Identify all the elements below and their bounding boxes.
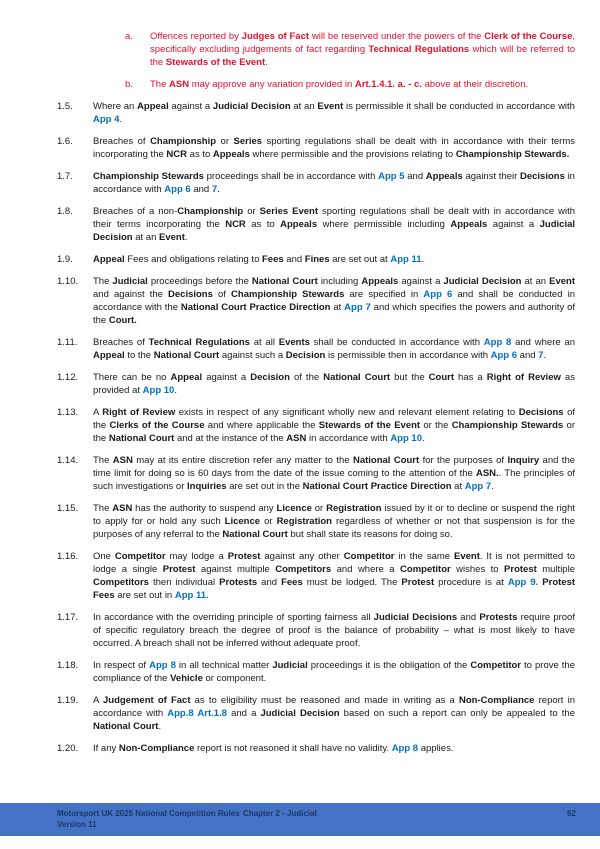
text-segment: at an (132, 232, 160, 243)
clause-number: 1.17. (57, 612, 79, 623)
clause-row (57, 170, 575, 196)
text-segment: Where an (93, 101, 138, 112)
text-segment: including (317, 276, 362, 287)
clause-number: 1.11. (57, 337, 78, 348)
text-segment: Court. (108, 315, 137, 326)
text-segment: procedure is at (434, 577, 508, 588)
text-segment: against a (202, 372, 251, 383)
footer-version: Version 11 (57, 820, 97, 829)
text-segment: Protest (504, 564, 537, 575)
text-segment: Protests (219, 577, 258, 588)
text-segment: may lodge a (165, 551, 228, 562)
text-segment: and shall be conducted in accordance with the (93, 289, 576, 313)
text-segment: Championship Stewards (451, 420, 564, 431)
text-segment: Decision (285, 350, 326, 361)
text-segment: ASN (286, 433, 307, 444)
text-segment: Competitors (93, 577, 149, 588)
page-footer (0, 803, 600, 836)
text-segment: A (93, 407, 103, 418)
app-reference-link[interactable]: App 11 (390, 254, 422, 265)
text-segment: and a (226, 708, 261, 719)
clause-number: 1.6. (57, 136, 73, 147)
text-segment: National Court (153, 350, 220, 361)
text-segment: A (93, 695, 103, 706)
text-segment: Non-Compliance (118, 743, 195, 754)
clause-row (57, 371, 575, 397)
text-segment: NCR (225, 219, 246, 230)
text-segment: Event (317, 101, 344, 112)
text-segment: and which specifies the powers and authority of the (93, 302, 575, 326)
text-segment: Event (159, 232, 185, 243)
text-segment: exists in respect of any significant wholly new and relevant element relating to (175, 407, 519, 418)
text-segment: Protest Fees (93, 577, 576, 601)
list-item-text (150, 78, 575, 91)
text-segment: Protest (401, 577, 435, 588)
text-segment: Championship (150, 136, 217, 147)
text-segment: are set out in (114, 590, 175, 601)
text-segment: and at the instance of the (174, 433, 287, 444)
text-segment: may approve any variation provided in (189, 79, 355, 90)
text-segment: and (257, 577, 282, 588)
text-segment: Competitor (343, 551, 395, 562)
text-segment: report is not reasoned it shall have no validity. (194, 743, 392, 754)
app-reference-link[interactable]: App 9. (507, 577, 539, 588)
text-segment: National Court Practice Direction (302, 481, 452, 492)
text-segment: Protest (227, 551, 261, 562)
text-segment: and (517, 350, 539, 361)
clause-number: 1.16. (57, 551, 79, 562)
text-segment: at (451, 481, 465, 492)
text-segment: Appeals (361, 276, 399, 287)
text-segment: Art.1.4.1. a. - c. (354, 79, 422, 90)
text-segment: Judges of Fact (241, 31, 310, 42)
clause-text (93, 205, 575, 244)
text-segment: to the (124, 350, 154, 361)
clause-number: 1.8. (57, 206, 73, 217)
text-segment: in the same (394, 551, 454, 562)
clause-text (93, 742, 575, 755)
text-segment: and (457, 612, 480, 623)
text-segment: are specified in (344, 289, 424, 300)
clause-row (57, 611, 575, 650)
clause-text (93, 694, 575, 733)
clause-row (57, 336, 575, 362)
text-segment: and where applicable the (204, 420, 319, 431)
text-segment: or component. (202, 673, 267, 684)
list-item-text (150, 30, 575, 69)
text-segment: Events (278, 337, 310, 348)
clause-text (93, 275, 575, 327)
text-segment: at an (290, 101, 318, 112)
clause-row (57, 454, 575, 493)
text-segment: NCR (166, 149, 188, 160)
clause-text (93, 659, 575, 685)
text-segment: will be reserved under the powers of the (309, 31, 485, 42)
text-segment: . (543, 350, 547, 361)
text-segment: Competitor (114, 551, 166, 562)
sub-list-item (125, 78, 575, 91)
app-reference-link[interactable]: App 8 (391, 743, 419, 754)
text-segment: and where a (331, 564, 401, 575)
text-segment: against their (462, 171, 520, 182)
app-reference-link[interactable]: App 10 (390, 433, 422, 444)
text-segment: may at its entire discretion refer any matter to the (132, 455, 353, 466)
clause-text (93, 336, 575, 362)
text-segment: has a (454, 372, 487, 383)
text-segment: Registration (326, 503, 382, 514)
text-segment: are set out in the (226, 481, 303, 492)
clause-row (57, 275, 575, 327)
text-segment: but the (390, 372, 429, 383)
list-item-label: a. (125, 31, 133, 42)
text-segment: In respect of (93, 660, 150, 671)
text-segment: Protests (479, 612, 518, 623)
text-segment: against a (398, 276, 444, 287)
text-segment: and (404, 171, 426, 182)
app-reference-link[interactable]: App 11 (174, 590, 207, 601)
text-segment: and the time limit for doing so is 60 days from the date of the issue coming to the attention of the (93, 455, 576, 479)
text-segment: Series (233, 136, 263, 147)
text-segment: The (93, 276, 113, 287)
clause-text (93, 502, 575, 541)
text-segment: Clerks of the Course (109, 420, 205, 431)
text-segment: Stewards of the Event (165, 57, 266, 68)
text-segment: Judgement of Fact (102, 695, 191, 706)
clause-row (57, 205, 575, 244)
text-segment: Licence (224, 516, 261, 527)
app-reference-link[interactable]: App 6 (164, 184, 191, 195)
text-segment: Judicial Decision (443, 276, 522, 287)
text-segment: in accordance with (93, 171, 575, 195)
clause-number: 1.19. (57, 695, 79, 706)
text-segment: Appeals (425, 171, 463, 182)
text-segment: for the purposes of (419, 455, 508, 466)
text-segment: Technical Regulations (368, 44, 470, 55)
text-segment: . (119, 114, 123, 125)
text-segment: . (184, 232, 188, 243)
clause-text (93, 170, 575, 196)
clause-text (93, 454, 575, 493)
clause-row (57, 406, 575, 445)
clause-number: 1.14. (57, 455, 79, 466)
clause-number: 1.9. (57, 254, 73, 265)
text-segment: . It is not permitted to lodge a single (93, 551, 575, 575)
text-segment: ASN (112, 503, 133, 514)
footer-document-title: Motorsport UK 2025 National Competition Rules (57, 809, 240, 818)
text-segment: Inquiry (507, 455, 540, 466)
text-segment: proceedings before the (147, 276, 252, 287)
text-segment: National Court (352, 455, 420, 466)
text-segment: Appeals (280, 219, 318, 230)
text-segment: or (260, 516, 277, 527)
text-segment: National Court (251, 276, 318, 287)
clause-number: 1.12. (57, 372, 79, 383)
text-segment: against a (168, 101, 213, 112)
text-segment: Decision (250, 372, 290, 383)
text-segment: above at their discretion. (421, 79, 529, 90)
text-segment: Judicial Decision (212, 101, 291, 112)
text-segment: . The principles of such investigations or (93, 468, 576, 492)
text-segment: If any (93, 743, 119, 754)
clause-text (93, 135, 575, 161)
app-reference-link[interactable]: App 8 (149, 660, 176, 671)
text-segment: Judicial Decisions (373, 612, 458, 623)
clause-row (57, 550, 575, 602)
list-item-label: b. (125, 79, 133, 90)
text-segment: ASN (169, 79, 190, 90)
text-segment: ASN. (475, 468, 499, 479)
text-segment: which will be referred to the (150, 44, 575, 68)
clause-row (57, 742, 575, 755)
text-segment: shall be conducted in accordance with (309, 337, 484, 348)
text-segment: as provided at (93, 372, 575, 396)
app-reference-link[interactable]: App 10 (142, 385, 175, 396)
text-segment: Series Event (259, 206, 319, 217)
text-segment: The (93, 455, 113, 466)
clause-row (57, 659, 575, 685)
text-segment: as to eligibility must be reasoned and made in writing as a (190, 695, 459, 706)
app-reference-link[interactable]: App 5 (378, 171, 405, 182)
text-segment: . (421, 254, 425, 265)
clause-number: 1.20. (57, 743, 79, 754)
sub-list-item (125, 30, 575, 69)
text-segment: or (311, 503, 327, 514)
text-segment: . (158, 721, 162, 732)
text-segment: Registration (276, 516, 332, 527)
text-segment: . (265, 57, 268, 68)
text-segment: report in accordance with (93, 695, 576, 719)
text-segment: Clerk of the Course (484, 31, 573, 42)
app-reference-link[interactable]: 7 (211, 184, 218, 195)
text-segment: and against the (93, 289, 169, 300)
text-segment: against such a (219, 350, 286, 361)
text-segment: The (150, 79, 170, 90)
clause-number: 1.10. (57, 276, 79, 287)
text-segment: or the (420, 420, 452, 431)
text-segment: Judicial (112, 276, 148, 287)
text-segment: Non-Compliance (458, 695, 535, 706)
text-segment: against any other (260, 551, 344, 562)
text-segment: where permissible and the provisions relating to (249, 149, 456, 160)
text-segment: Stewards of the Event (318, 420, 421, 431)
text-segment: In accordance with the overriding principle of sporting fairness all (93, 612, 374, 623)
text-segment: require proof of specific regulatory breach the degree of proof is the balance of probability – what is most likely to have occurred. A breach shall not be inferred without adequate proof. (93, 612, 575, 649)
clause-number: 1.18. (57, 660, 79, 671)
text-segment: sporting regulations shall be dealt with in accordance with their terms incorporating the (93, 136, 575, 160)
text-segment: . (491, 481, 494, 492)
text-segment: or (216, 136, 234, 147)
clause-text (93, 371, 575, 397)
text-segment: Appeals (212, 149, 250, 160)
text-segment: wishes to (450, 564, 505, 575)
text-segment: against multiple (195, 564, 276, 575)
text-segment: of the (289, 372, 324, 383)
text-segment: Fees (262, 254, 284, 265)
document-body (57, 30, 575, 764)
text-segment: Appeal (170, 372, 203, 383)
text-segment: Championship Stewards. (455, 149, 570, 160)
text-segment: as to (245, 219, 281, 230)
footer-chapter: Chapter 2 - Judicial (243, 809, 317, 818)
text-segment: must be lodged. The (302, 577, 402, 588)
text-segment: Event (453, 551, 480, 562)
clause-row (57, 135, 575, 161)
clause-text (93, 611, 575, 650)
text-segment: Appeals (450, 219, 488, 230)
text-segment: Decisions (519, 171, 565, 182)
text-segment: . (206, 590, 209, 601)
text-segment: Event (549, 276, 575, 287)
clause-row (57, 253, 575, 266)
text-segment: Protest (162, 564, 196, 575)
text-segment: National Court (323, 372, 391, 383)
text-segment: Breaches of (93, 136, 151, 147)
text-segment: is permissible it shall be conducted in accordance with (343, 101, 575, 112)
text-segment: Decisions (168, 289, 213, 300)
clause-text (93, 406, 575, 445)
text-segment: Technical Regulations (148, 337, 250, 348)
text-segment: where permissible including (317, 219, 451, 230)
text-segment: Inquiries (187, 481, 227, 492)
text-segment: National Court (222, 529, 288, 540)
text-segment: One (93, 551, 115, 562)
text-segment: of (212, 289, 232, 300)
text-segment: in accordance with (306, 433, 391, 444)
text-segment: Appeal (93, 254, 125, 265)
text-segment: , specifically excluding judgements of fact regarding (150, 31, 576, 55)
app-reference-link[interactable]: App 7 (464, 481, 492, 492)
text-segment: National Court (93, 721, 159, 732)
text-segment: Vehicle (170, 673, 203, 684)
text-segment: are set out at (329, 254, 391, 265)
text-segment: Judicial Decision (260, 708, 340, 719)
text-segment: Competitors (275, 564, 332, 575)
app-reference-link[interactable]: App 4 (93, 114, 120, 125)
text-segment: Appeal (137, 101, 169, 112)
text-segment: Judicial (272, 660, 308, 671)
text-segment: Championship Stewards (93, 171, 204, 182)
text-segment: at an (521, 276, 550, 287)
app-reference-link[interactable]: 7 (538, 350, 544, 361)
text-segment: based on such a report can only be appealed to the (339, 708, 575, 719)
text-segment: in all technical matter (175, 660, 273, 671)
text-segment: and where an (511, 337, 575, 348)
text-segment: regardless of whether or not that suspension is for the purposes of any referral to the (93, 516, 575, 540)
text-segment: is permissible then in accordance with (325, 350, 491, 361)
text-segment: to prove the compliance of the (93, 660, 575, 684)
app-reference-link[interactable]: App 8 (483, 337, 512, 348)
text-segment: Breaches of a non- (93, 206, 178, 217)
text-segment: Decisions (518, 407, 564, 418)
text-segment: Breaches of (93, 337, 149, 348)
text-segment: National Court (108, 433, 175, 444)
text-segment: Competitor (400, 564, 451, 575)
clause-number: 1.15. (57, 503, 79, 514)
text-segment: or (243, 206, 260, 217)
clause-row (57, 100, 575, 126)
text-segment: Offences reported by (150, 31, 242, 42)
clause-number: 1.5. (57, 101, 73, 112)
app-reference-link[interactable]: App.8 Art.1.8 (167, 708, 227, 719)
text-segment: and (283, 254, 305, 265)
text-segment: and (190, 184, 212, 195)
text-segment: proceedings it is the obligation of the (307, 660, 471, 671)
text-segment: or the (93, 420, 575, 444)
text-segment: proceedings shall be in accordance with (203, 171, 379, 182)
text-segment: Championship (177, 206, 244, 217)
text-segment: The (93, 503, 113, 514)
text-segment: . (422, 433, 425, 444)
text-segment: multiple (536, 564, 575, 575)
text-segment: National Court Practice Direction (180, 302, 331, 313)
text-segment: issued by it or to decline or suspend the right to apply for or hold any such (93, 503, 575, 527)
text-segment: against a (487, 219, 540, 230)
text-segment: of the (93, 407, 576, 431)
app-reference-link[interactable]: App 6 (490, 350, 518, 361)
clause-number: 1.7. (57, 171, 73, 182)
clause-row (57, 694, 575, 733)
clause-text (93, 550, 575, 602)
text-segment: at all (249, 337, 279, 348)
app-reference-link[interactable]: App 6 (423, 289, 453, 300)
text-segment: sporting regulations shall be dealt with in accordance with their terms incorporating the (93, 206, 575, 230)
clause-text (93, 100, 575, 126)
footer-page-number: 62 (567, 809, 576, 818)
text-segment: Appeal (93, 350, 125, 361)
text-segment: Competitor (470, 660, 522, 671)
text-segment: applies. (418, 743, 454, 754)
text-segment: Fees (281, 577, 303, 588)
text-segment: ASN (112, 455, 133, 466)
clause-number: 1.13. (57, 407, 79, 418)
text-segment: . (174, 385, 177, 396)
text-segment: Fines (304, 254, 330, 265)
text-segment: then individual (148, 577, 220, 588)
text-segment: . (217, 184, 220, 195)
text-segment: Right of Review (102, 407, 176, 418)
text-segment: but shall state its reasons for doing so. (287, 529, 453, 540)
text-segment: Championship Stewards (231, 289, 345, 300)
text-segment: Licence (276, 503, 312, 514)
text-segment: Right of Review (486, 372, 561, 383)
text-segment: Court (428, 372, 454, 383)
text-segment: as to (187, 149, 213, 160)
text-segment: has the authority to suspend any (132, 503, 277, 514)
text-segment: Judicial Decision (93, 219, 576, 243)
clause-row (57, 502, 575, 541)
text-segment: Fees and obligations relating to (124, 254, 262, 265)
clause-text (93, 253, 575, 266)
text-segment: at (330, 302, 345, 313)
text-segment: There can be no (93, 372, 171, 383)
app-reference-link[interactable]: App 7 (344, 302, 371, 313)
